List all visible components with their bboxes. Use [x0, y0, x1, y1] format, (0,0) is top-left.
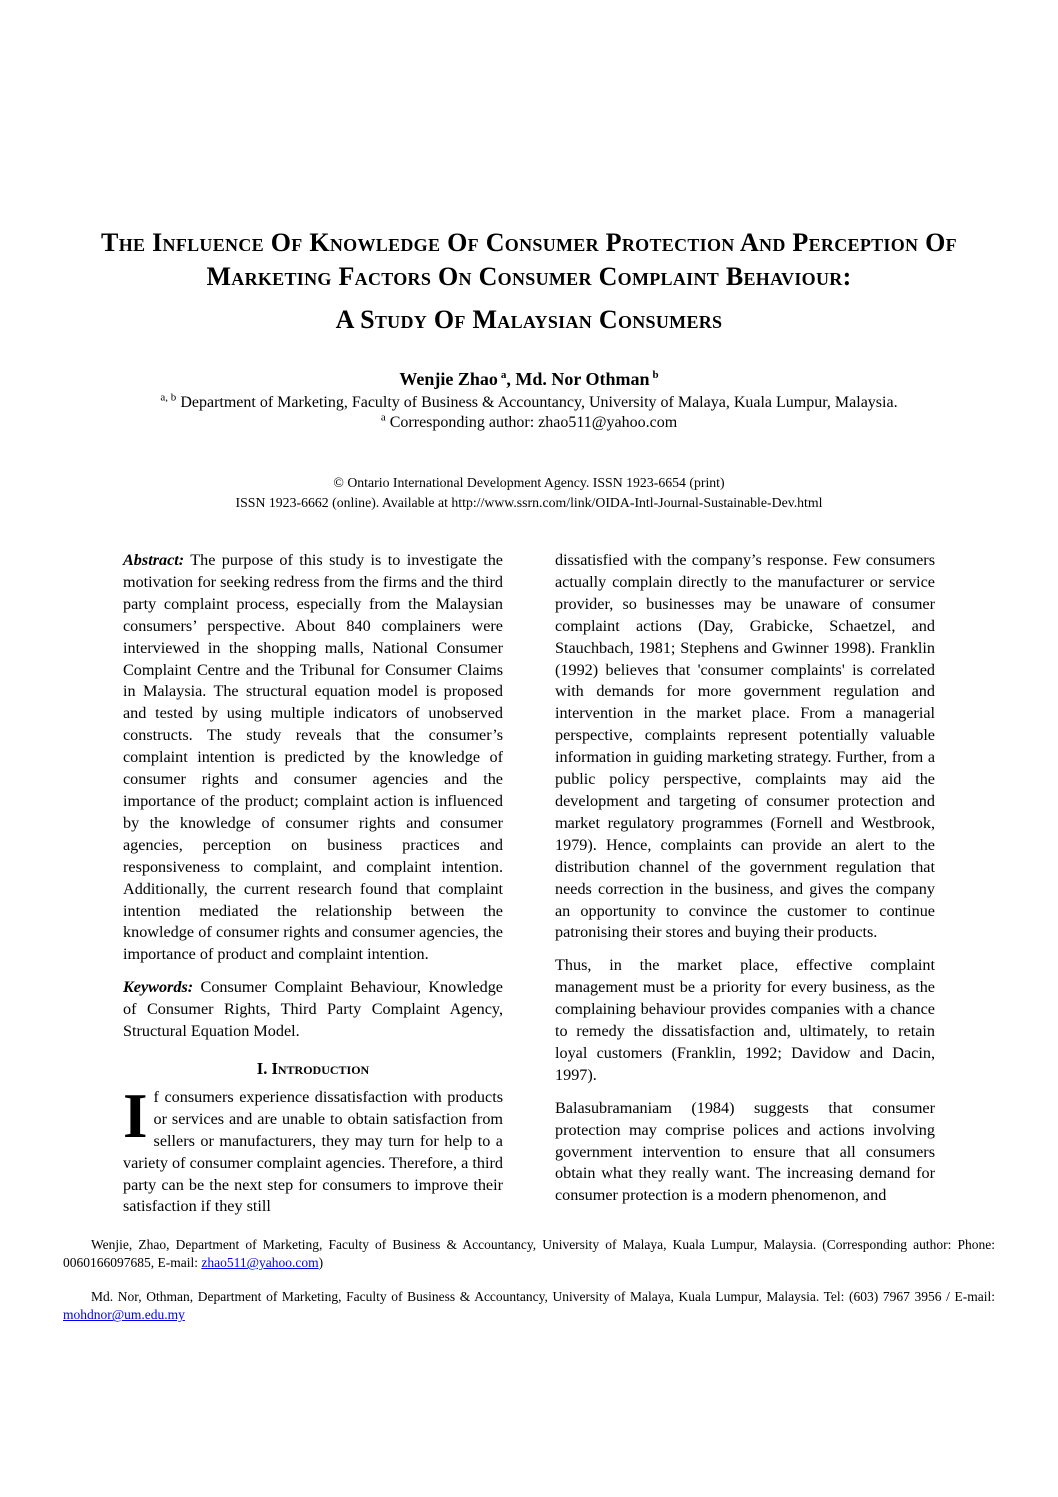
author-byline — [0, 368, 1058, 390]
paper-subtitle: A Study Of Malaysian Consumers — [335, 305, 723, 334]
footnote-author-2 — [63, 1288, 995, 1324]
author-footnotes — [63, 1236, 995, 1324]
footnote-author-1 — [63, 1236, 995, 1272]
abstract-paragraph — [123, 550, 503, 966]
footnote-1-suffix: ) — [318, 1255, 324, 1271]
footnote-2-text: Md. Nor, Othman, Department of Marketing, Faculty of Business & Accountancy, University of Malaya, Kuala Lumpur, Malaysia. Tel: (603) 7967 3956 / E-mail: — [91, 1289, 995, 1305]
keywords-paragraph — [123, 977, 503, 1043]
introduction-opening-paragraph — [123, 1080, 503, 1218]
section-heading-introduction: I. Introduction — [256, 1058, 370, 1078]
title-block — [0, 226, 1058, 337]
author-1-affiliation-mark: a — [500, 369, 507, 381]
email-link-mohdnor[interactable]: mohdnor@um.edu.my — [63, 1307, 185, 1323]
author-separator: , — [506, 369, 516, 389]
body-paragraph-1: dissatisfied with the company’s response. Few consumers actually complain directly to the manufacturer or service provider, so businesses may be unaware of consumer complaint actions (Day, Grabicke, Schaetzel, and Stauchbach, 1981; Stephens and Gwinner 1998). Franklin (1992) believes that 'consumer complaints' is correlated with demands for more government regulation and intervention in the market place. From a managerial perspective, complaints represent potentially valuable information in guiding marketing strategy. Further, from a public policy perspective, complaints may aid the development and targeting of consumer protection and market regulatory programmes (Fornell and Westbrook, 1979). Hence, complaints can provide an alert to the distribution channel of the government regulation that needs correction in the business, and gives the company an opportunity to convince the customer to continue patronising their stores and buying their products. — [555, 551, 935, 942]
email-link-zhao[interactable]: zhao511@yahoo.com — [201, 1255, 319, 1271]
keywords-text: Consumer Complaint Behaviour, Knowledge of Consumer Rights, Third Party Complaint Agency, Structural Equation Model. — [123, 978, 503, 1041]
author-2-affiliation-mark: b — [652, 369, 659, 381]
author-2-name: Md. Nor Othman — [515, 369, 650, 389]
corresponding-text: Corresponding author: zhao511@yahoo.com — [385, 414, 678, 431]
body-paragraph-2: Thus, in the market place, effective complaint management must be a priority for every business, as the complaining behaviour provides companies with a chance to remedy the dissatisfaction and, ultimately, to retain loyal customers (Franklin, 1992; Davidow and Dacin, 1997). — [555, 956, 935, 1084]
body-paragraph-3: Balasubramaniam (1984) suggests that consumer protection may comprise polices and actions involving government intervention to ensure that all consumers obtain what they really want. The increasing demand for consumer protection is a modern phenomenon, and — [555, 1098, 935, 1205]
left-column — [123, 550, 503, 1218]
drop-cap: I — [123, 1080, 148, 1151]
affiliation-line — [0, 393, 1058, 413]
affiliation-text: Department of Marketing, Faculty of Business & Accountancy, University of Malaya, Kuala Lumpur, Malaysia. — [176, 394, 898, 411]
abstract-label: Abstract: — [123, 551, 185, 569]
corresponding-mark: a — [380, 411, 386, 424]
right-column — [555, 550, 935, 1218]
author-1-name: Wenjie Zhao — [399, 369, 498, 389]
imprint-line-1: © Ontario International Development Agency. ISSN 1923-6654 (print) — [333, 475, 725, 490]
footnote-1-text: Wenjie, Zhao, Department of Marketing, Faculty of Business & Accountancy, University of Malaya, Kuala Lumpur, Malaysia. (Corresponding author: Phone: 0060166097685, E-mail: — [63, 1237, 995, 1271]
affiliation-marks: a, b — [160, 391, 177, 404]
paper-title: The Influence Of Knowledge Of Consumer Protection And Perception Of Marketing Factors On Consumer Complaint Behaviour: — [101, 228, 957, 291]
imprint-line-2: ISSN 1923-6662 (online). Available at http://www.ssrn.com/link/OIDA-Intl-Journal-Sustainable-Dev.html — [235, 494, 823, 510]
two-column-body — [123, 550, 935, 1218]
corresponding-author-line — [0, 413, 1058, 433]
introduction-opening-text: f consumers experience dissatisfaction with products or services and are unable to obtain satisfaction from sellers or manufacturers, they may turn for help to a variety of consumer complaint agencies. Therefore, a third party can be the next step for consumers to improve their satisfaction if they still — [123, 1087, 503, 1216]
keywords-label: Keywords: — [123, 978, 194, 997]
publisher-imprint — [0, 473, 1058, 512]
abstract-text: The purpose of this study is to investigate the motivation for seeking redress from the firms and the third party complaint process, especially from the Malaysian consumers’ perspective. About 840 complainers were interviewed in the shopping malls, National Consumer Complaint Centre and the Tribunal for Consumer Claims in Malaysia. The structural equation model is proposed and tested by using multiple indicators of unobserved constructs. The study reveals that the consumer’s complaint intention is predicted by the knowledge of consumer rights and consumer agencies and the importance of the product; complaint action is influenced by the knowledge of consumer rights and consumer agencies, perception on business practices and responsiveness to complaint, and complaint intention. Additionally, the current research found that complaint intention mediated the relationship between the knowledge of consumer rights and consumer agencies, the importance of product and complaint intention. — [123, 551, 503, 964]
